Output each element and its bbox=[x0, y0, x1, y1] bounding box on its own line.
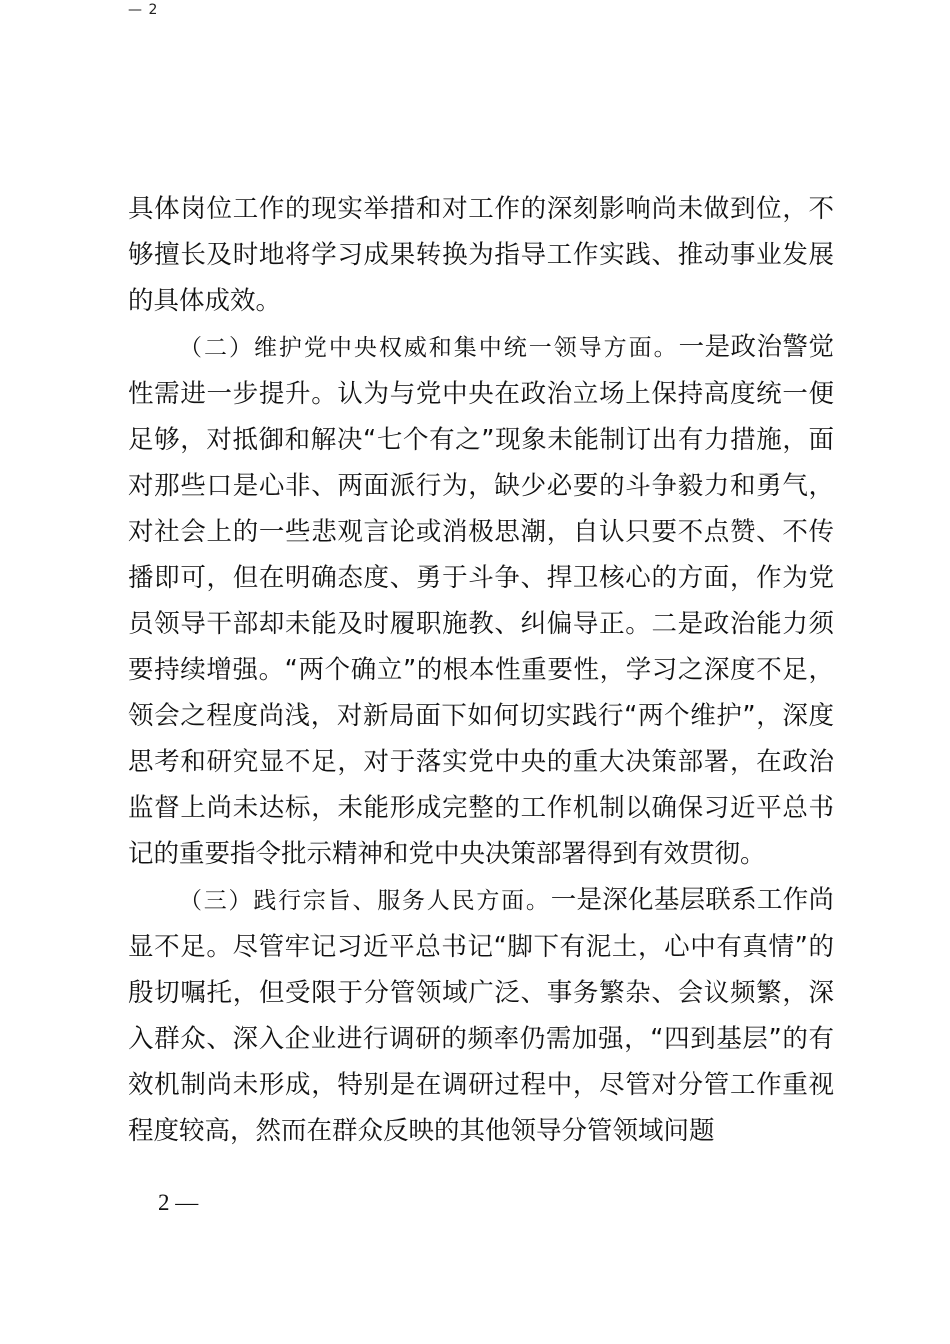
header-page-mark: — 2 bbox=[128, 2, 159, 18]
paragraph-2-text: 一是政治警觉性需进一步提升。认为与党中央在政治立场上保持高度统一便足够，对抵御和解决“七个有之”现象未能制订出有力措施，面对那些口是心非、两面派行为，缺少必要的斗争毅力和勇气，对社会上的一些悲观言论或消极思潮，自认只要不点赞、不传播即可，但在明确态度、勇于斗争、捍卫核心的方面，作为党员领导干部却未能及时履职施教、纠偏导正。二是政治能力须要持续增强。“两个确立”的根本性重要性，学习之深度不足，领会之程度尚浅，对新局面下如何切实践行“两个维护”，深度思考和研究显不足，对于落实党中央的重大决策部署，在政治监督上尚未达标，未能形成完整的工作机制以确保习近平总书记的重要指令批示精神和党中央决策部署得到有效贯彻。 bbox=[128, 332, 834, 869]
paragraph-1 bbox=[128, 186, 834, 324]
section-heading-3: （三）践行宗旨、服务人民方面。 bbox=[179, 888, 551, 914]
section-heading-2: （二）维护党中央权威和集中统一领导方面。 bbox=[179, 335, 679, 361]
paragraph-3 bbox=[128, 877, 834, 1154]
footer-page-number: 2 — bbox=[158, 1190, 199, 1215]
paragraph-2 bbox=[128, 324, 834, 877]
document-body bbox=[128, 186, 834, 1154]
paragraph-1-text: 具体岗位工作的现实举措和对工作的深刻影响尚未做到位，不够擅长及时地将学习成果转换为指导工作实践、推动事业发展的具体成效。 bbox=[128, 194, 834, 316]
paragraph-3-text: 一是深化基层联系工作尚显不足。尽管牢记习近平总书记“脚下有泥土，心中有真情”的殷切嘱托，但受限于分管领域广泛、事务繁杂、会议频繁，深入群众、深入企业进行调研的频率仍需加强，“四到基层”的有效机制尚未形成，特别是在调研过程中，尽管对分管工作重视程度较高，然而在群众反映的其他领导分管领域问题 bbox=[128, 885, 834, 1146]
